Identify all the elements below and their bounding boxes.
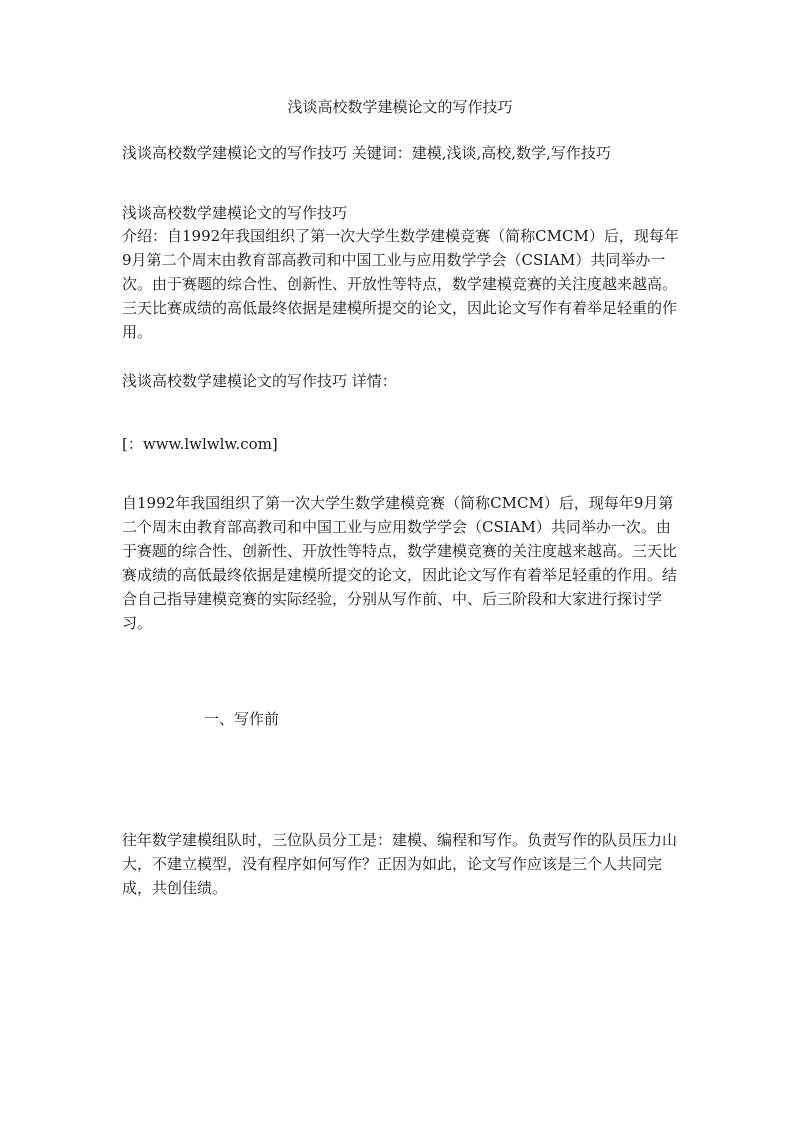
intro-title: 浅谈高校数学建模论文的写作技巧 — [122, 204, 348, 222]
document-title: 浅谈高校数学建模论文的写作技巧 — [287, 98, 513, 116]
intro-paragraph: 介绍：自1992年我国组织了第一次大学生数学建模竞赛（简称CMCM）后，现每年9月第二个周末由教育部高教司和中国工业与应用数学学会（CSIAM）共同举办一次。由于赛题的综合性、创新性、开放性等特点，数学建模竞赛的关注度越来越高。三天比赛成绩的高低最终依据是建模所提交的论文，因此论文写作有着举足轻重的作用。 — [122, 227, 679, 341]
body-paragraph-2: 往年数学建模组队时，三位队员分工是：建模、编程和写作。负责写作的队员压力山大，不建立模型，没有程序如何写作？正因为如此，论文写作应该是三个人共同完成，共创佳绩。 — [122, 831, 678, 897]
body-paragraph-1: 自1992年我国组织了第一次大学生数学建模竞赛（简称CMCM）后，现每年9月第二个周末由教育部高教司和中国工业与应用数学学会（CSIAM）共同举办一次。由于赛题的综合性、创新性、开放性等特点，数学建模竞赛的关注度越来越高。三天比赛成绩的高低最终依据是建模所提交的论文，因此论文写作有着举足轻重的作用。结合自己指导建模竞赛的实际经验，分别从写作前、中、后三阶段和大家进行探讨学习。 — [122, 494, 678, 632]
section-heading: 一、写作前 — [204, 710, 280, 728]
source-link: [：www.lwlwlw.com] — [122, 435, 278, 453]
keywords-line: 浅谈高校数学建模论文的写作技巧 关键词：建模,浅谈,高校,数学,写作技巧 — [122, 144, 611, 162]
detail-label: 浅谈高校数学建模论文的写作技巧 详情： — [122, 372, 397, 390]
